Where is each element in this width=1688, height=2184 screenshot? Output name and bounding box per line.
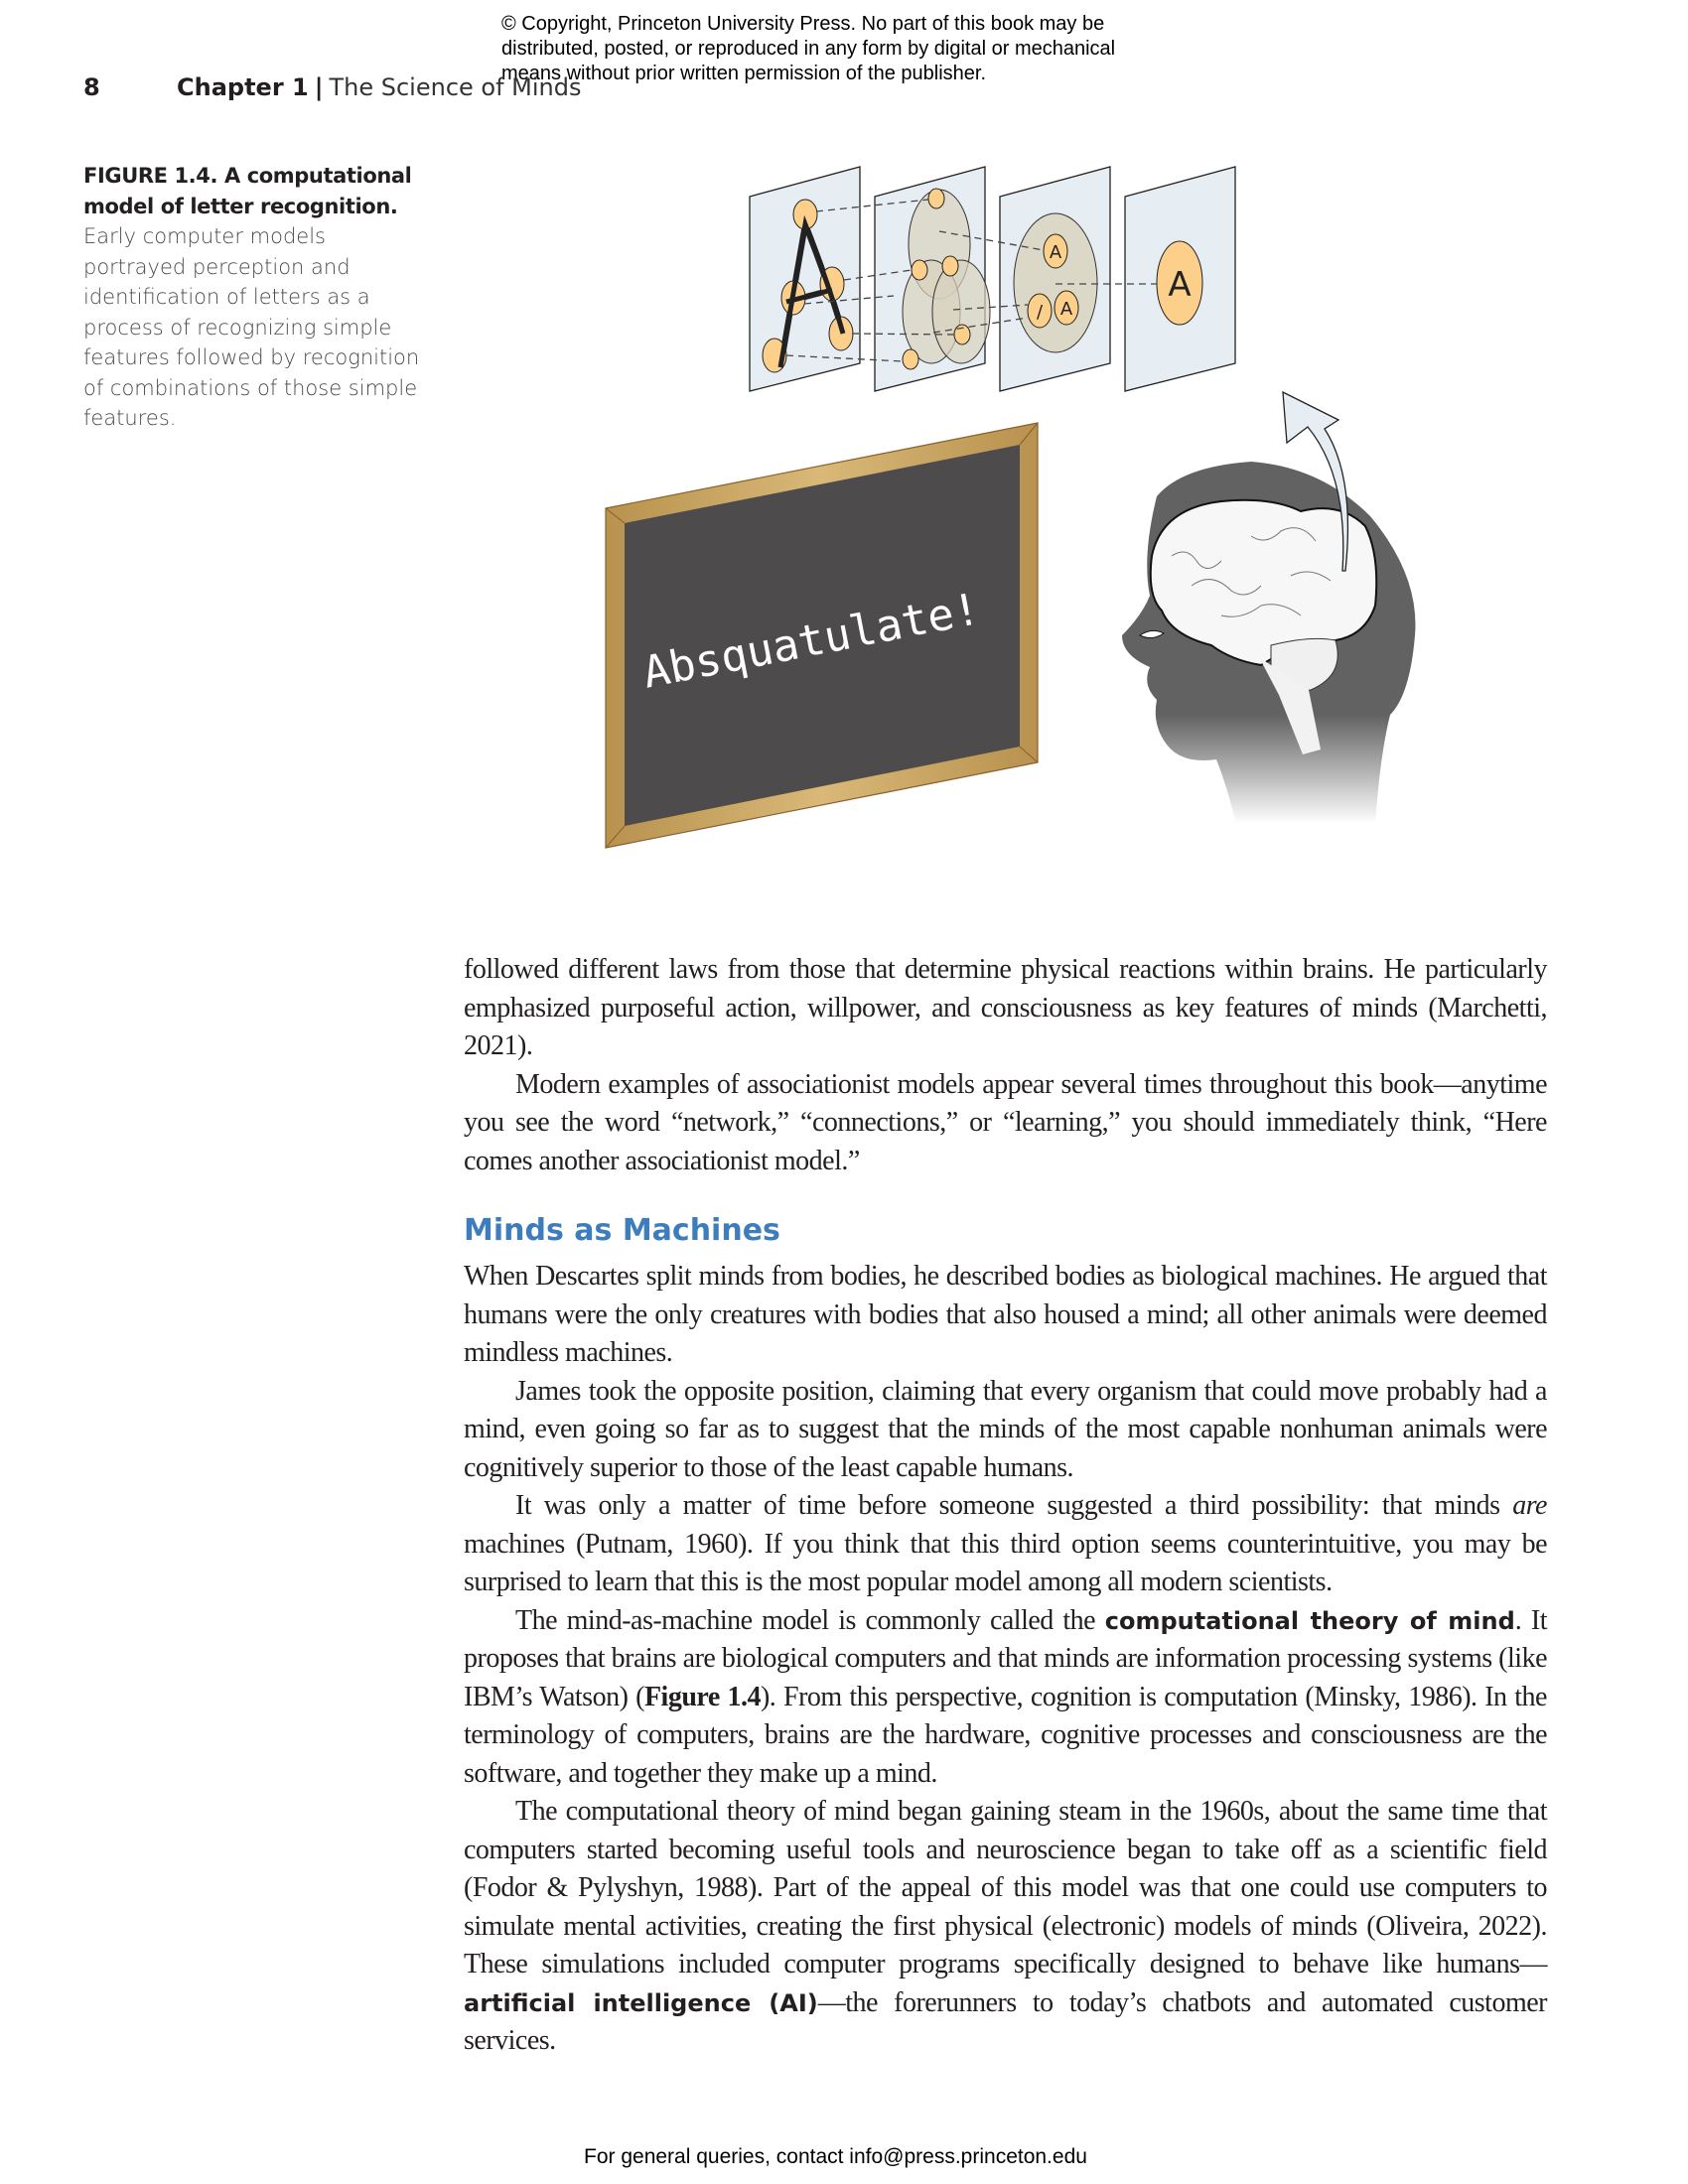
svg-text:A: A [1168, 265, 1192, 305]
paragraph: When Descartes split minds from bodies, he described bodies as biological machines. He argued that humans were the only creatures with bodies that also housed a mind; all other animals were deemed mindless machines. [464, 1261, 1547, 1368]
text-span: machines (Putnam, 1960). If you think that this third option seems counterintuitive, you may be surprised to learn that this is the most popular model among all modern scientists. [464, 1528, 1547, 1597]
copyright-notice [501, 12, 1115, 86]
running-header [177, 73, 582, 101]
paragraph: followed different laws from those that determine physical reactions within brains. He particularly emphasized purposeful action, willpower, and consciousness as key features of minds (Marchetti, 2021). [464, 954, 1547, 1061]
chapter-title: The Science of Minds [329, 73, 582, 101]
key-term: computational theory of mind [1104, 1606, 1515, 1635]
text-span: The mind-as-machine model is commonly called the [515, 1604, 1105, 1636]
figure-caption [83, 161, 421, 434]
header-separator: | [314, 73, 324, 101]
chalkboard-text: Absquatulate! [638, 583, 985, 699]
text-span: —the forerunners to today’s chatbots and automated customer services. [464, 1986, 1547, 2056]
combination-panel [875, 167, 990, 391]
figure-letter-recognition [596, 159, 1430, 854]
page-number: 8 [83, 73, 100, 101]
text-span: . It proposes that brains are biological computers and that minds are information processing systems (like IBM’s Watson) ( [464, 1604, 1548, 1712]
recognized-letter-panel [1125, 167, 1235, 391]
text-span: ). From this perspective, cognition is computation (Minsky, 1986). In the terminology of computers, brains are the hardware, cognitive processes and consciousness are the software, and together they make up a mind. [464, 1681, 1547, 1789]
emphasis: are [1512, 1490, 1547, 1521]
copyright-line-2: distributed, posted, or reproduced in any form by digital or mechanical [501, 38, 1116, 60]
key-term: artificial intelligence (AI) [464, 1988, 818, 2017]
body-text [464, 951, 1547, 2061]
head-silhouette [1122, 462, 1415, 824]
chapter-label: Chapter 1 [177, 73, 309, 101]
chalkboard [606, 423, 1038, 848]
section-heading: Minds as Machines [464, 1213, 780, 1248]
paragraph: James took the opposite position, claiming that every organism that could move probably had a mind, even going so far as to suggest that the minds of the most capable nonhuman animals were cognitively superior to those of the least capable humans. [464, 1375, 1547, 1483]
svg-text:A: A [1059, 299, 1073, 320]
paragraph: Modern examples of associationist models appear several times throughout this book—anytime you see the word “network,” “connections,” or “learning,” you should immediately think, “Here comes another associationist model.” [464, 1068, 1547, 1176]
feature-panel [750, 167, 860, 391]
svg-text:/: / [1036, 302, 1044, 323]
paragraph [464, 1487, 1547, 1602]
copyright-line-3: means without prior written permission of the publisher. [501, 63, 987, 84]
paragraph [464, 1602, 1547, 1794]
figure-reference[interactable]: Figure 1.4 [643, 1681, 761, 1712]
text-span: The computational theory of mind began gaining steam in the 1960s, about the same time that computers started becoming useful tools and neuroscience began to take off as a scientific field (Fodor & Pylyshyn, 1988). Part of the appeal of this model was that one could use computers to simulate mental activities, creating the first physical (electronic) models of minds (Oliveira, 2022). These simulations included computer programs specifically designed to behave like humans— [464, 1796, 1547, 1979]
letter-candidates-panel [1000, 167, 1110, 391]
svg-text:A: A [1049, 242, 1062, 263]
footer-contact: For general queries, contact info@press.princeton.edu [584, 2145, 1087, 2168]
text-span: It was only a matter of time before someone suggested a third possibility: that minds [515, 1490, 1513, 1521]
figure-caption-title: FIGURE 1.4. A computational model of letter recognition. [83, 164, 412, 218]
copyright-line-1: © Copyright, Princeton University Press. No part of this book may be [501, 13, 1105, 35]
figure-caption-text: Early computer models portrayed perception and identification of letters as a process of recognizing simple features followed by recognition of combinations of those simple features. [83, 224, 420, 430]
paragraph [464, 1793, 1547, 2061]
